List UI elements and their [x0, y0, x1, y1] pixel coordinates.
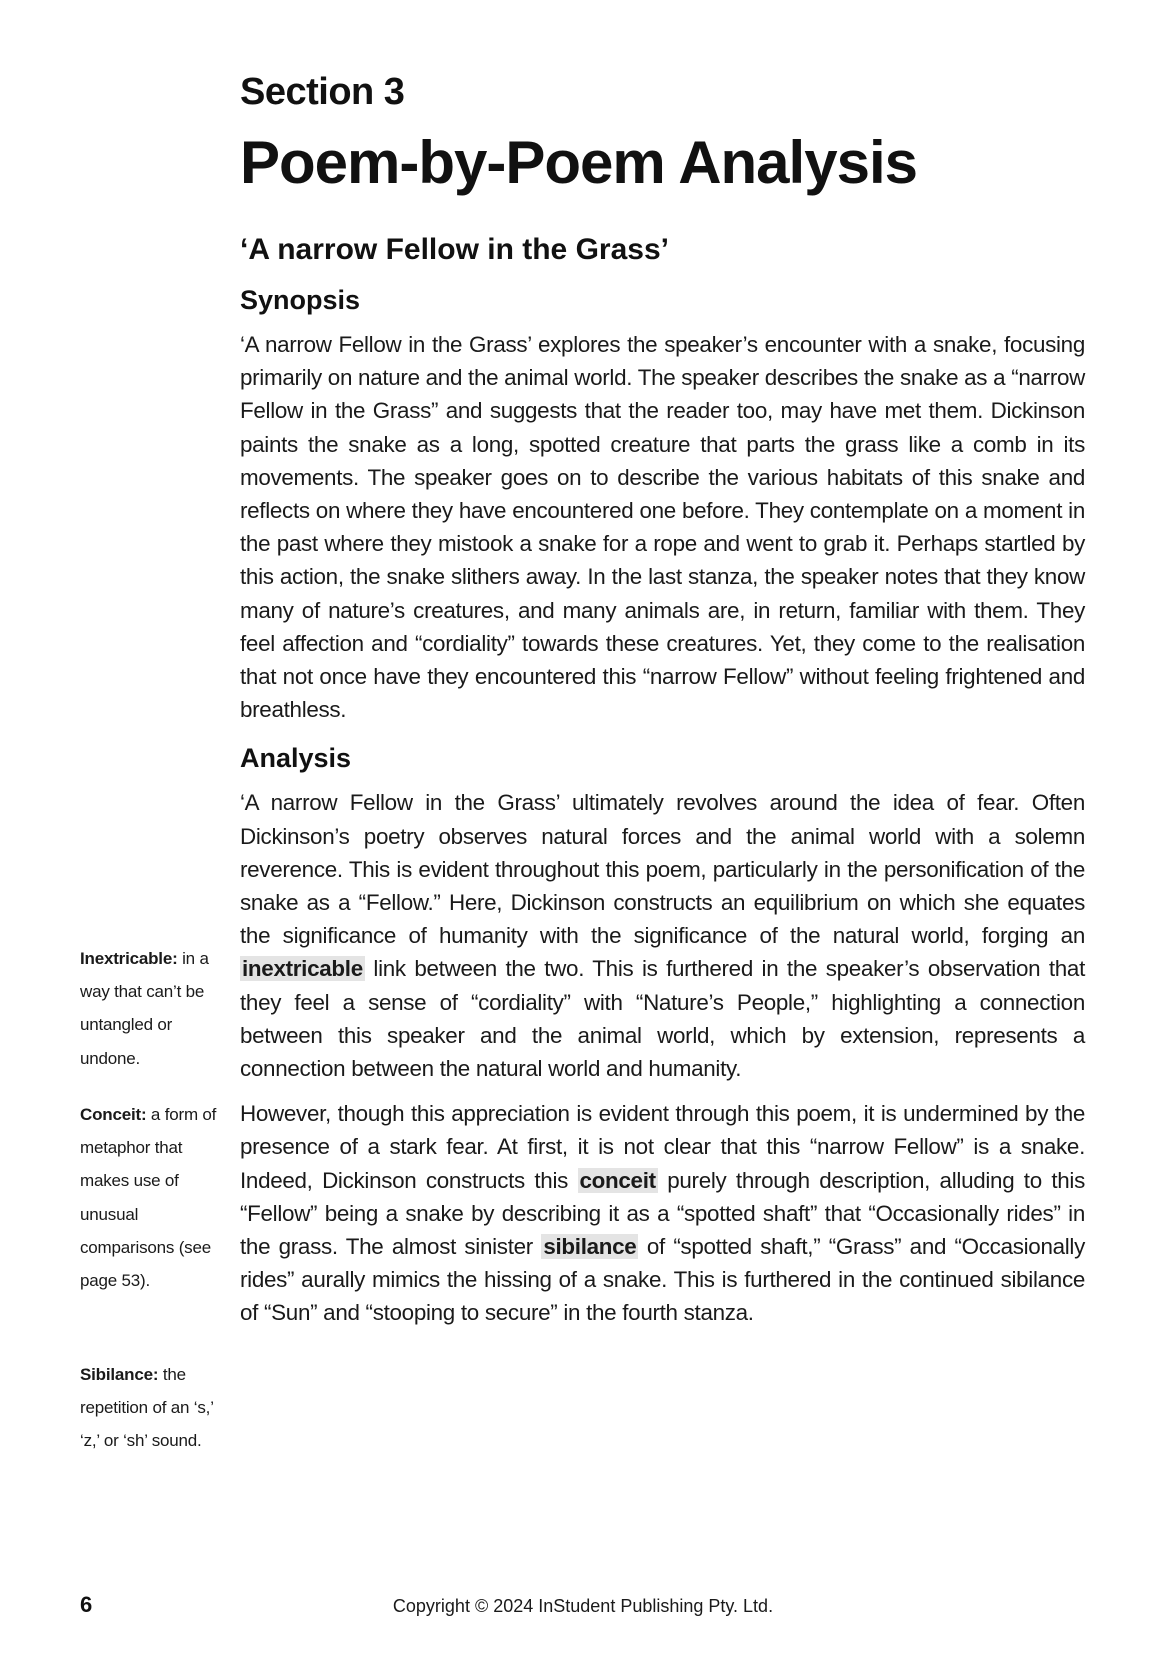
glossary-term: Sibilance: — [80, 1365, 159, 1384]
glossary-definition: the repetition of an ‘s,’ ‘z,’ or ‘sh’ sound. — [80, 1365, 214, 1451]
glossary-term: Inextricable: — [80, 949, 178, 968]
analysis-p2-text-2: purely through description, alluding to this “Fellow” being a snake by describing it as a “spotted shaft” that “Occasionally rides” in the grass. The almost sinister — [240, 1167, 1085, 1260]
highlight-term-sibilance: sibilance — [543, 1234, 637, 1260]
analysis-p2-text-3: of “spotted shaft,” “Grass” and “Occasionally rides” aurally mimics the hissing of a snake. This is furthered in the continued sibilance of “Sun” and “stooping to secure” in the fourth stanza. — [240, 1234, 1086, 1326]
analysis-p2-text-1: However, though this appreciation is evident through this poem, it is undermined by the presence of a stark fear. At first, it is not clear that this “narrow Fellow” is a snake. Indeed, Dickinson constructs this — [240, 1101, 1085, 1193]
page-title: Poem-by-Poem Analysis — [240, 129, 917, 196]
synopsis-heading: Synopsis — [240, 285, 361, 315]
main-content — [240, 70, 1085, 1330]
section-label: Section 3 — [240, 71, 405, 113]
analysis-heading: Analysis — [240, 743, 352, 774]
glossary-definition: in a way that can’t be untangled or undone. — [80, 949, 209, 1068]
glossary-term: Conceit: — [80, 1105, 147, 1124]
highlight-term-conceit: conceit — [579, 1167, 656, 1193]
highlight-term-inextricable: inextricable — [242, 956, 363, 982]
analysis-p1-text-after: link between the two. This is furthered in the speaker’s observation that they feel a sense of “cordiality” with “Nature’s People,” highlighting a connection between this speaker and the animal world, which by extension, represents a connection between the natural world and humanity. — [240, 956, 1085, 1082]
glossary-sibilance — [80, 1358, 225, 1458]
analysis-paragraph-1 — [240, 786, 1085, 1085]
analysis-p1-text-before: ‘A narrow Fellow in the Grass’ ultimately revolves around the idea of fear. Often Dickinson’s poetry observes natural forces and the animal world with a solemn reverence. This is evident throughout this poem, particularly in the personification of the snake as a “Fellow.” Here, Dickinson constructs an equilibrium on which she equates the significance of humanity with the significance of the natural world, forging an — [240, 790, 1085, 949]
poem-title: ‘A narrow Fellow in the Grass’ — [240, 233, 669, 266]
synopsis-text: ‘A narrow Fellow in the Grass’ explores the speaker’s encounter with a snake, focusing primarily on nature and the animal world. The speaker describes the snake as a “narrow Fellow in the Grass” and suggests that the reader too, may have met them. Dickinson paints the snake as a long, spotted creature that parts the grass like a comb in its movements. The speaker goes on to describe the various habitats of this snake and reflects on where they have encountered one before. They contemplate on a moment in the past where they mistook a snake for a rope and went to grab it. Perhaps startled by this action, the snake slithers away. In the last stanza, the speaker notes that they know many of nature’s creatures, and many animals are, in return, familiar with them. They feel affection and “cordiality” towards these creatures. Yet, they come to the realisation that not once have they encountered this “narrow Fellow” without feeling frightened and breathless. — [240, 332, 1085, 723]
glossary-inextricable — [80, 942, 225, 1075]
glossary-definition: a form of metaphor that makes use of unusual comparisons (see page 53). — [80, 1105, 217, 1291]
glossary-conceit — [80, 1098, 225, 1297]
page-number: 6 — [80, 1592, 93, 1617]
analysis-paragraph-2 — [240, 1097, 1085, 1329]
copyright-notice: Copyright © 2024 InStudent Publishing Pty. Ltd. — [392, 1596, 774, 1616]
